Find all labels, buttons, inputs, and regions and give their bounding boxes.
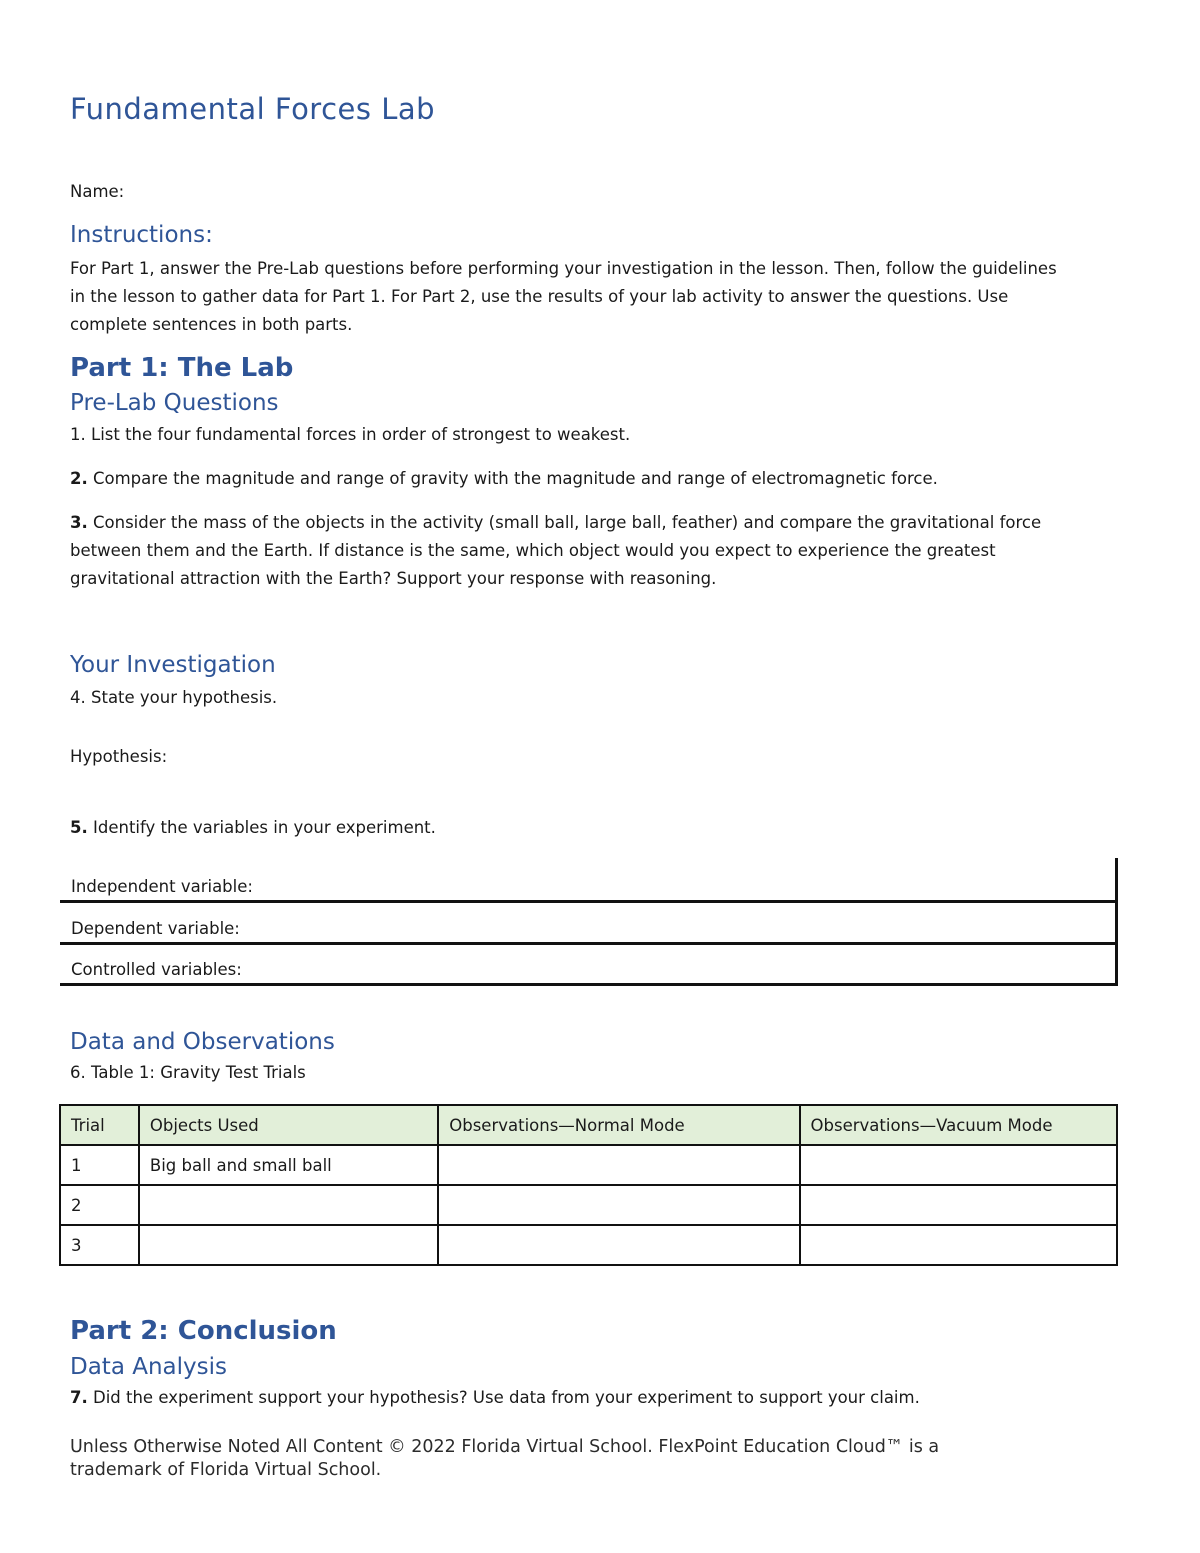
header-trial: Trial <box>60 1105 139 1145</box>
controlled-variables-label: Controlled variables: <box>71 960 242 979</box>
table-row <box>60 1185 1117 1225</box>
question-text: between them and the Earth. If distance is the same, which object would you expect to experience the greatest <box>70 541 996 560</box>
question-number: 4. <box>70 688 86 707</box>
independent-variable-label: Independent variable: <box>71 877 253 896</box>
controlled-variables-row <box>60 945 1115 983</box>
normal-mode-cell[interactable] <box>438 1145 799 1185</box>
vacuum-mode-cell[interactable] <box>800 1225 1117 1265</box>
question-text: List the four fundamental forces in order of strongest to weakest. <box>85 425 631 444</box>
copyright-footer <box>70 1436 1130 1482</box>
question-number: 6. <box>70 1063 86 1082</box>
question-3 <box>70 509 1140 593</box>
data-observations-heading: Data and Observations <box>70 1029 335 1055</box>
part1-heading: Part 1: The Lab <box>70 353 294 383</box>
data-analysis-heading: Data Analysis <box>70 1354 227 1380</box>
objects-cell[interactable] <box>139 1185 438 1225</box>
instructions-heading: Instructions: <box>70 222 213 248</box>
question-text: Table 1: Gravity Test Trials <box>85 1063 306 1082</box>
header-vacuum-mode: Observations—Vacuum Mode <box>800 1105 1117 1145</box>
header-normal-mode: Observations—Normal Mode <box>438 1105 799 1145</box>
independent-variable-row <box>60 858 1115 903</box>
objects-cell[interactable] <box>139 1225 438 1265</box>
question-text: Identify the variables in your experiment. <box>87 818 436 837</box>
question-7 <box>70 1384 920 1412</box>
objects-cell[interactable]: Big ball and small ball <box>139 1145 438 1185</box>
question-4 <box>70 684 277 712</box>
instructions-line: For Part 1, answer the Pre-Lab questions before performing your investigation in the lesson. Then, follow the guidelines <box>70 259 1057 278</box>
question-number: 2. <box>70 469 88 488</box>
footer-line: Unless Otherwise Noted All Content © 2022 Florida Virtual School. FlexPoint Education Cloud™ is a <box>70 1437 940 1457</box>
question-text: gravitational attraction with the Earth? Support your response with reasoning. <box>70 569 717 588</box>
instructions-line: in the lesson to gather data for Part 1. For Part 2, use the results of your lab activity to answer the questions. Use <box>70 287 1009 306</box>
question-text: State your hypothesis. <box>85 688 278 707</box>
vacuum-mode-cell[interactable] <box>800 1185 1117 1225</box>
table-row <box>60 1145 1117 1185</box>
question-number: 3. <box>70 513 88 532</box>
instructions-text <box>70 255 1140 339</box>
dependent-variable-row <box>60 903 1115 945</box>
header-objects-used: Objects Used <box>139 1105 438 1145</box>
variables-box <box>60 858 1118 986</box>
hypothesis-label: Hypothesis: <box>70 747 168 766</box>
question-number: 5. <box>70 818 88 837</box>
question-number: 7. <box>70 1388 88 1407</box>
question-2 <box>70 465 938 493</box>
trial-cell: 2 <box>60 1185 139 1225</box>
trial-cell: 3 <box>60 1225 139 1265</box>
normal-mode-cell[interactable] <box>438 1225 799 1265</box>
table-header-row <box>60 1105 1117 1145</box>
dependent-variable-label: Dependent variable: <box>71 919 240 938</box>
question-6 <box>70 1059 306 1087</box>
prelab-heading: Pre-Lab Questions <box>70 390 279 416</box>
question-number: 1. <box>70 425 86 444</box>
gravity-trials-table <box>59 1104 1118 1266</box>
instructions-line: complete sentences in both parts. <box>70 315 353 334</box>
question-1 <box>70 421 630 449</box>
question-text: Consider the mass of the objects in the activity (small ball, large ball, feather) and compare the gravitational force <box>87 513 1042 532</box>
footer-line: trademark of Florida Virtual School. <box>70 1460 382 1480</box>
part2-heading: Part 2: Conclusion <box>70 1316 337 1346</box>
trial-cell: 1 <box>60 1145 139 1185</box>
normal-mode-cell[interactable] <box>438 1185 799 1225</box>
question-text: Did the experiment support your hypothesis? Use data from your experiment to support your claim. <box>87 1388 920 1407</box>
page-title: Fundamental Forces Lab <box>70 92 436 126</box>
name-label: Name: <box>70 182 125 201</box>
question-5 <box>70 814 436 842</box>
vacuum-mode-cell[interactable] <box>800 1145 1117 1185</box>
table-row <box>60 1225 1117 1265</box>
investigation-heading: Your Investigation <box>70 652 276 678</box>
question-text: Compare the magnitude and range of gravity with the magnitude and range of electromagnetic force. <box>87 469 938 488</box>
